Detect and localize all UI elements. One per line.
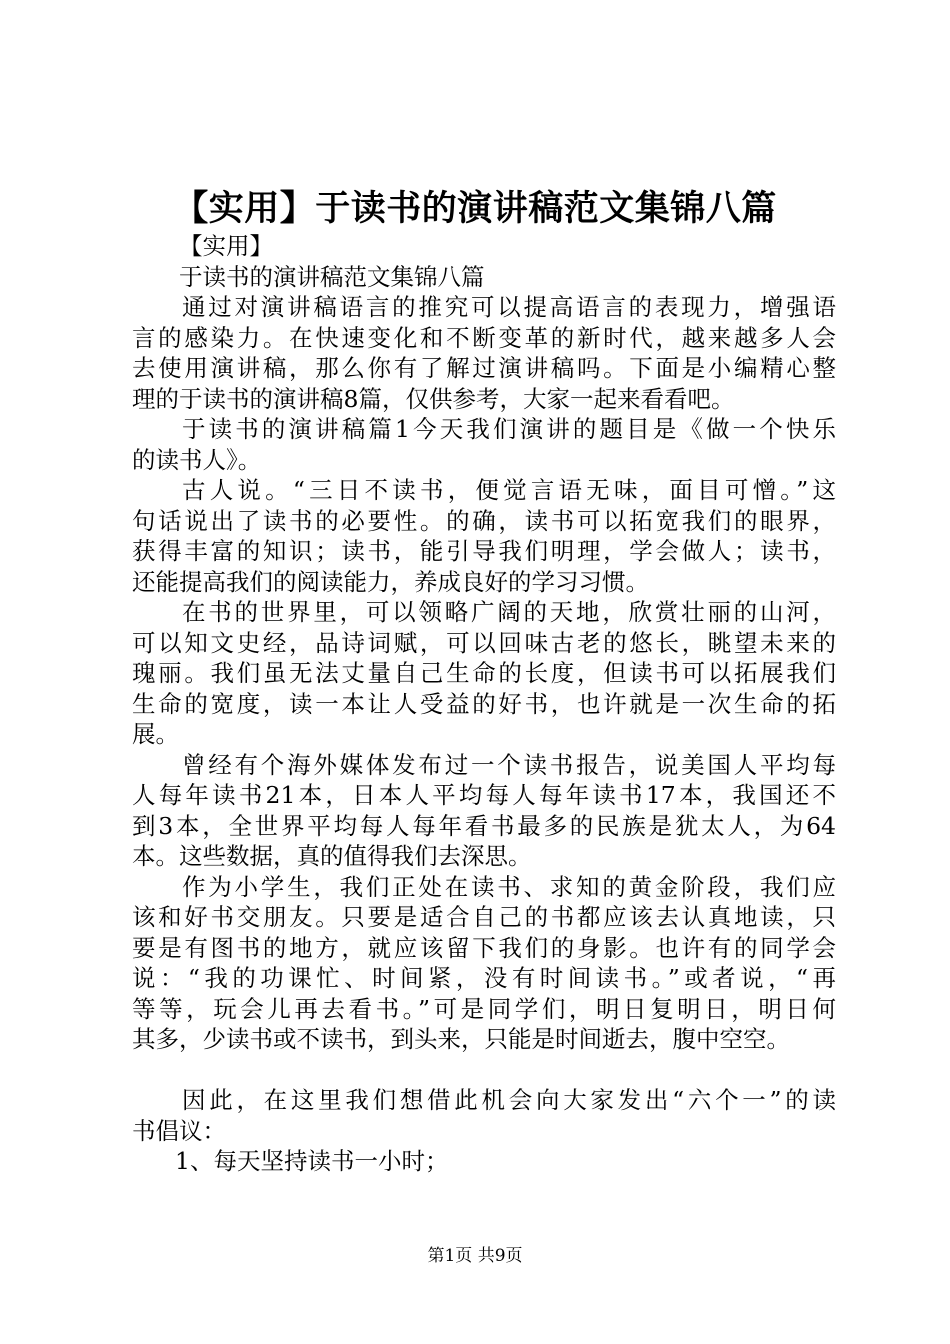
paragraph-line: 句话说出了读书的必要性。的确，读书可以拓宽我们的眼界， <box>132 506 836 535</box>
paragraph-line: 该和好书交朋友。只要是适合自己的书都应该去认真地读，只 <box>132 903 836 931</box>
paragraph-line: 理的于读书的演讲稿8篇，仅供参考，大家一起来看看吧。 <box>132 384 735 413</box>
paragraph-line: 书倡议： <box>132 1116 226 1145</box>
paragraph-line: 生命的宽度，读一本让人受益的好书，也许就是一次生命的拓 <box>132 689 836 718</box>
paragraph-line: 的读书人》。 <box>132 445 262 474</box>
subtitle-line: 于读书的演讲稿范文集锦八篇 <box>179 262 485 291</box>
blank-line <box>132 1055 836 1086</box>
document-body <box>132 231 836 1177</box>
paragraph-line: 展。 <box>132 720 179 748</box>
document-title: 【实用】于读书的演讲稿范文集锦八篇 <box>173 189 777 229</box>
paragraph-line: 作为小学生，我们正处在读书、求知的黄金阶段，我们应 <box>182 872 836 901</box>
paragraph-line: 曾经有个海外媒体发布过一个读书报告，说美国人平均每 <box>182 750 836 779</box>
paragraph-line: 说：“我的功课忙、时间紧，没有时间读书。”或者说，“再 <box>132 964 836 992</box>
paragraph-line: 因此，在这里我们想借此机会向大家发出“六个一”的读 <box>182 1086 836 1114</box>
paragraph-line: 瑰丽。我们虽无法丈量自己生命的长度，但读书可以拓展我们 <box>132 659 836 687</box>
paragraph-line: 还能提高我们的阅读能力，养成良好的学习习惯。 <box>132 567 649 596</box>
paragraph-line: 于读书的演讲稿篇1今天我们演讲的题目是《做一个快乐 <box>182 415 836 443</box>
paragraph-line: 可以知文史经，品诗词赋，可以回味古老的悠长，眺望未来的 <box>132 628 836 657</box>
paragraph-line: 通过对演讲稿语言的推究可以提高语言的表现力，增强语 <box>182 293 836 321</box>
paragraph-line: 言的感染力。在快速变化和不断变革的新时代，越来越多人会 <box>132 323 836 352</box>
paragraph-line: 其多，少读书或不读书，到头来，只能是时间逝去，腹中空空。 <box>132 1025 790 1053</box>
paragraph-line: 要是有图书的地方，就应该留下我们的身影。也许有的同学会 <box>132 933 836 962</box>
list-item: 1、每天坚持读书一小时； <box>175 1147 449 1175</box>
paragraph-line: 人每年读书21本，日本人平均每人每年读书17本，我国还不 <box>132 781 836 809</box>
paragraph-line: 到3本，全世界平均每人每年看书最多的民族是犹太人，为64 <box>132 811 836 840</box>
paragraph-line: 获得丰富的知识；读书，能引导我们明理，学会做人；读书， <box>132 537 836 565</box>
paragraph-line: 在书的世界里，可以领略广阔的天地，欣赏壮丽的山河， <box>182 598 836 626</box>
subtitle-tag: 【实用】 <box>179 232 273 260</box>
page-number-footer: 第1页 共9页 <box>427 1246 523 1266</box>
paragraph-line: 古人说。“三日不读书，便觉言语无味，面目可憎。”这 <box>182 476 836 504</box>
paragraph-line: 等等，玩会儿再去看书。”可是同学们，明日复明日，明日何 <box>132 994 836 1023</box>
paragraph-line: 本。这些数据，真的值得我们去深思。 <box>132 842 532 870</box>
paragraph-line: 去使用演讲稿，那么你有了解过演讲稿吗。下面是小编精心整 <box>132 354 836 382</box>
